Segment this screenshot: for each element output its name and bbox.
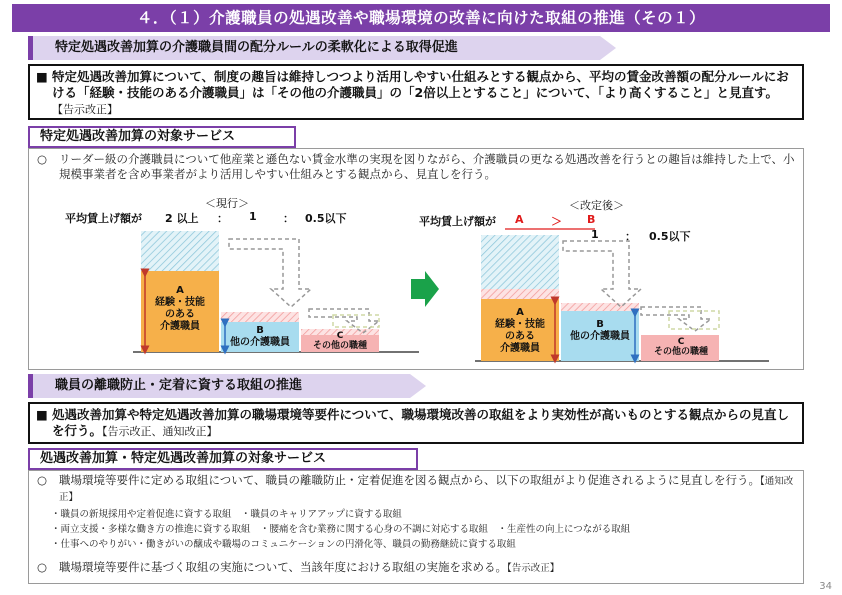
list-item: ・仕事へのやりがい・働きがいの醸成や職場のコミュニケーションの円滑化等、職員の勤務継続に資する取組 [51,539,516,550]
section2-banner: 職員の離職防止・定着に資する取組の推進 [28,374,410,398]
section1-subhead: 特定処遇改善加算の対象サービス [28,126,296,148]
section1-note-text: リーダー級の介護職員について他産業と遜色ない賃金水準の実現を図りながら、介護職員の更なる処遇改善を行うとの趣旨は維持した上で、小規模事業者を含め事業者がより活用しやすい仕組みとする観点から、見直しを行う。 [59,152,795,181]
green-arrow-icon [411,271,439,307]
revised-flow-arrow1 [563,241,641,307]
current-ratio-c: 0.5以下 [305,212,347,225]
current-ratio-sep2: ： [283,212,294,225]
revised-heading: ＜改定後＞ [569,199,624,212]
section2-summary-box [28,402,804,444]
current-heading: ＜現行＞ [205,197,249,210]
current-b-hatch [221,312,299,322]
section1-tag: 【告示改正】 [52,103,118,116]
page-title: ４．（１）介護職員の処遇改善や職場環境の改善に向けた取組の推進（その１） [12,4,830,32]
revised-a-hatch [481,235,559,289]
section2-note2-text: 職場環境等要件に基づく取組の実施について、当該年度における取組の実施を求める。 [59,560,508,574]
current-label: 平均賃上げ額が [65,212,142,225]
current-ratio-sep1: ： [217,212,228,225]
section2-panel [28,470,804,584]
revised-label: 平均賃上げ額が [419,215,496,228]
revised-c-label: C その他の職種 [653,337,708,357]
section2-tag: 【告示改正、通知改正】 [102,425,218,438]
revised-gt: ＞ [551,215,562,228]
current-ratio-b: 1 [249,210,257,223]
section2-note2-tag: 【告示改正】 [507,563,560,574]
section1-summary-box [28,64,804,120]
revised-ratio-c: 0.5以下 [649,230,691,243]
circle-mark: ○ [37,560,48,574]
section2-note2 [37,560,797,576]
revised-c-target [669,311,719,329]
current-a-label: A 経験・技能 のある 介護職員 [155,285,205,332]
revised-a-label: A 経験・技能 のある 介護職員 [495,307,545,354]
circle-mark: ○ [37,473,48,487]
section2-note1-text: 職場環境等要件に定める取組について、職員の離職防止・定着促進を図る観点から、以下の取組がより促進されるように見直しを行う。 [59,473,761,487]
current-c-label: C その他の職種 [312,331,367,351]
current-flow-arrow1 [229,239,311,307]
section2-subhead: 処遇改善加算・特定処遇改善加算の対象サービス [28,448,418,470]
current-ratio-a: 2 以上 [165,212,199,225]
bullet-square: ■ [36,69,48,84]
revised-a-pink-hatch [481,289,559,299]
revised-b-label: B 他の介護職員 [570,319,630,342]
section1-banner: 特定処遇改善加算の介護職員間の配分ルールの柔軟化による取得促進 [28,36,600,60]
list-item: ・職員の新規採用や定着促進に資する取組 ・職員のキャリアアップに資する取組 [51,509,402,520]
current-a-hatch [141,231,219,271]
section2-note1 [37,473,797,505]
bullet-square: ■ [36,407,48,422]
revised-ratio-b: 1 [591,228,599,241]
current-b-label: B 他の介護職員 [230,325,290,348]
revised-ratio-sep: ： [625,230,636,243]
circle-mark: ○ [37,152,48,166]
page-number: 34 [819,581,832,592]
section2-summary-text: 処遇改善加算や特定処遇改善加算の職場環境等要件について、職場環境改善の取組をより実効性が高いものとする観点からの見直しを行う。 [52,407,790,438]
section1-summary-text: 特定処遇改善加算について、制度の趣旨は維持しつつより活用しやすい仕組みとする観点から、平均の賃金改善額の配分ルールにおける「経験・技能のある介護職員」は「その他の介護職員」の「2倍以上とすること」について、「より高くすること」と見直す。 [52,69,789,100]
section1-panel [28,148,804,370]
revised-b-hatch [561,303,639,311]
revised-a: A [515,213,524,226]
list-item: ・両立支援・多様な働き方の推進に資する取組 ・腰痛を含む業務に関する心身の不調に対応する取組 ・生産性の向上につながる取組 [51,524,631,535]
section2-note1-tag: 【通知改正】 [59,476,794,503]
revised-b: B [587,213,596,226]
